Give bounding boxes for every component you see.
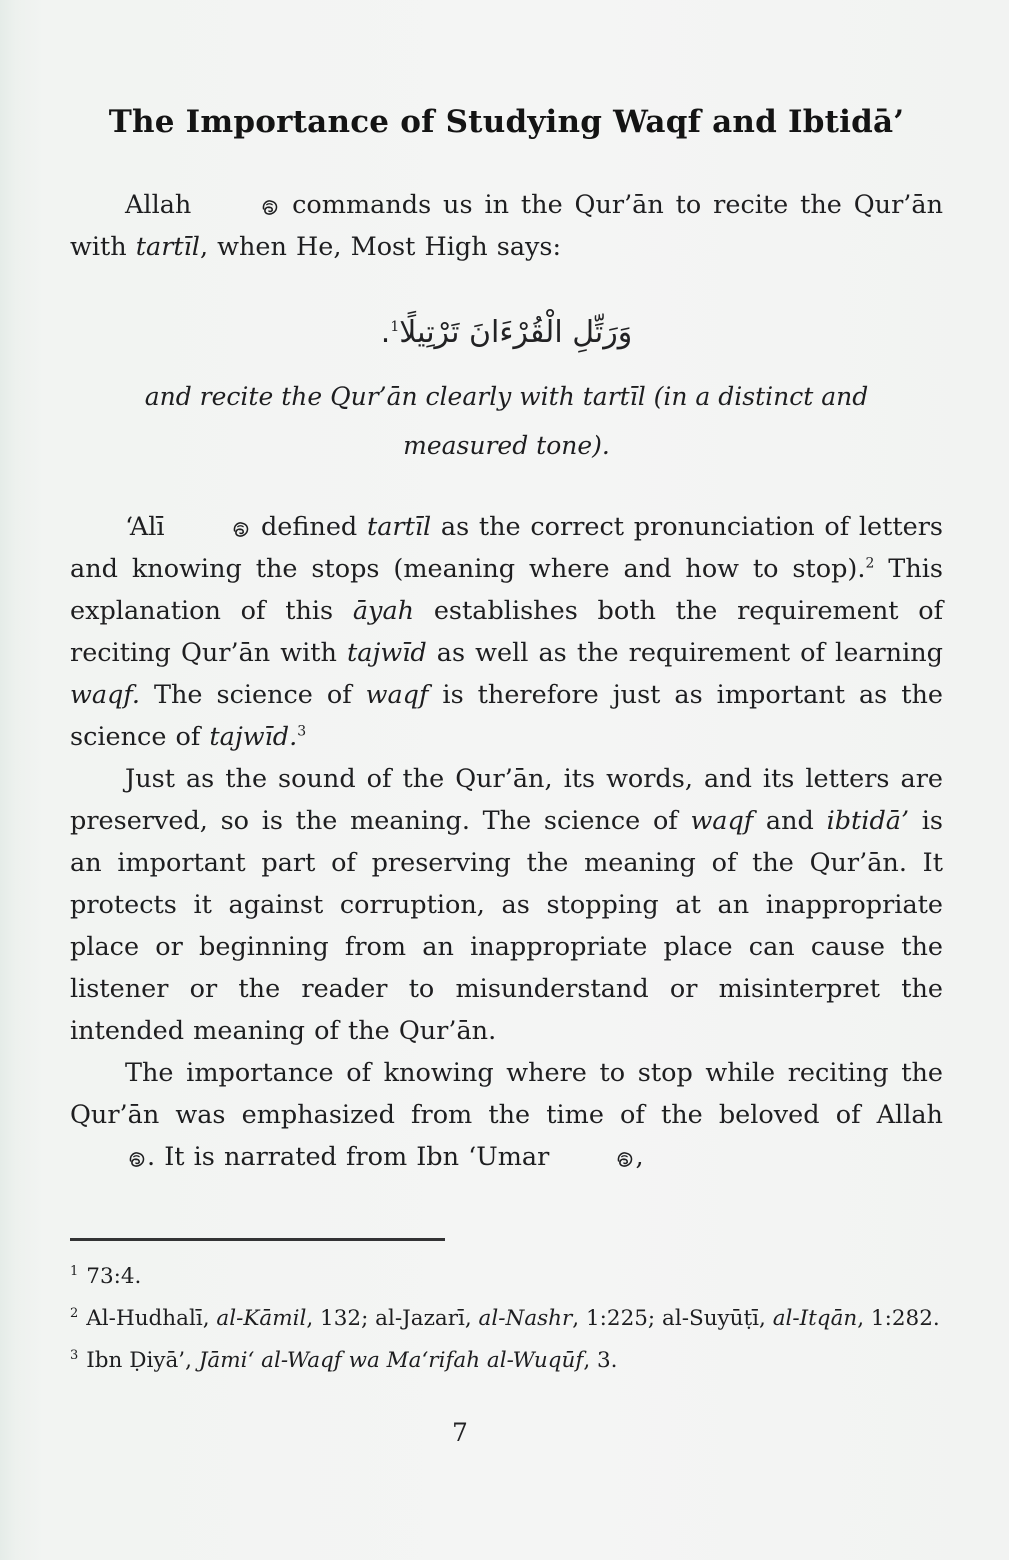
paragraph-importance: The importance of knowing where to stop while reciting the Qur’ān was emphasized from the time of the beloved of Allah . It is narrated from Ibn ‘Umar ,: [70, 1058, 943, 1172]
verse-translation: and recite the Qur’ān clearly with tartīl (in a distinct and measured tone).: [144, 382, 869, 460]
quran-verse-block: [70, 308, 943, 470]
footnote-marker: 2: [70, 1305, 79, 1321]
honorific-sallallahu-alayhi-wasallam-icon: [71, 1149, 146, 1169]
footnote-text: 73:4.: [86, 1264, 142, 1289]
verse-punctuation: .: [380, 315, 391, 350]
footnote-marker: 3: [70, 1347, 79, 1363]
page-number: 7: [452, 1418, 468, 1447]
paragraph-ali-definition: ‘Alī defined tartīl as the correct pronunciation of letters and knowing the stops (meaning where and how to stop).$^2$ This explanation of this āyah establishes both the requirement of reciting Qur’ān with tajwīd as well as the requirement of learning waqf. The science of waqf is therefore just as important as the science of tajwīd.$^3$: [70, 512, 944, 752]
chapter-title: The Importance of Studying Waqf and Ibtidā’: [108, 104, 905, 140]
arabic-verse: [70, 308, 943, 358]
arabic-verse-text: وَرَتِّلِ الْقُرْءَانَ تَرْتِيلًا: [399, 315, 633, 350]
footnote-3: [70, 1340, 943, 1382]
honorific-radiallahu-anhu-icon: [175, 519, 250, 539]
footnote-1: [70, 1256, 943, 1298]
footnote-text: Al-Hudhalī, al-Kāmil, 132; al-Jazarī, al-Nashr, 1:225; al-Suyūṭī, al-Itqān, 1:282.: [86, 1306, 940, 1331]
honorific-radiallahu-anhu-icon: [559, 1149, 634, 1169]
footnote-text: Ibn Ḍiyā’, Jāmi‘ al-Waqf wa Ma‘rifah al-Wuqūf, 3.: [86, 1348, 618, 1373]
verse-footnote-ref: 1: [390, 319, 400, 335]
footnote-2: [70, 1298, 943, 1340]
footnote-area: [70, 1238, 943, 1382]
honorific-jalla-jalaluhu-icon: [204, 197, 279, 217]
paragraph-intro: Allah commands us in the Qur’ān to recite the Qur’ān with tartīl, when He, Most High says:: [70, 190, 943, 262]
paragraph-preservation: Just as the sound of the Qur’ān, its words, and its letters are preserved, so is the meaning. The science of waqf and ibtidā’ is an important part of preserving the meaning of the Qur’ān. It protects it against corruption, as stopping at an inappropriate place or beginning from an inappropriate place can cause the listener or the reader to misunderstand or misinterpret the intended meaning of the Qur’ān.: [70, 764, 944, 1046]
footnote-marker: 1: [70, 1263, 79, 1279]
footnote-separator: [70, 1238, 445, 1241]
